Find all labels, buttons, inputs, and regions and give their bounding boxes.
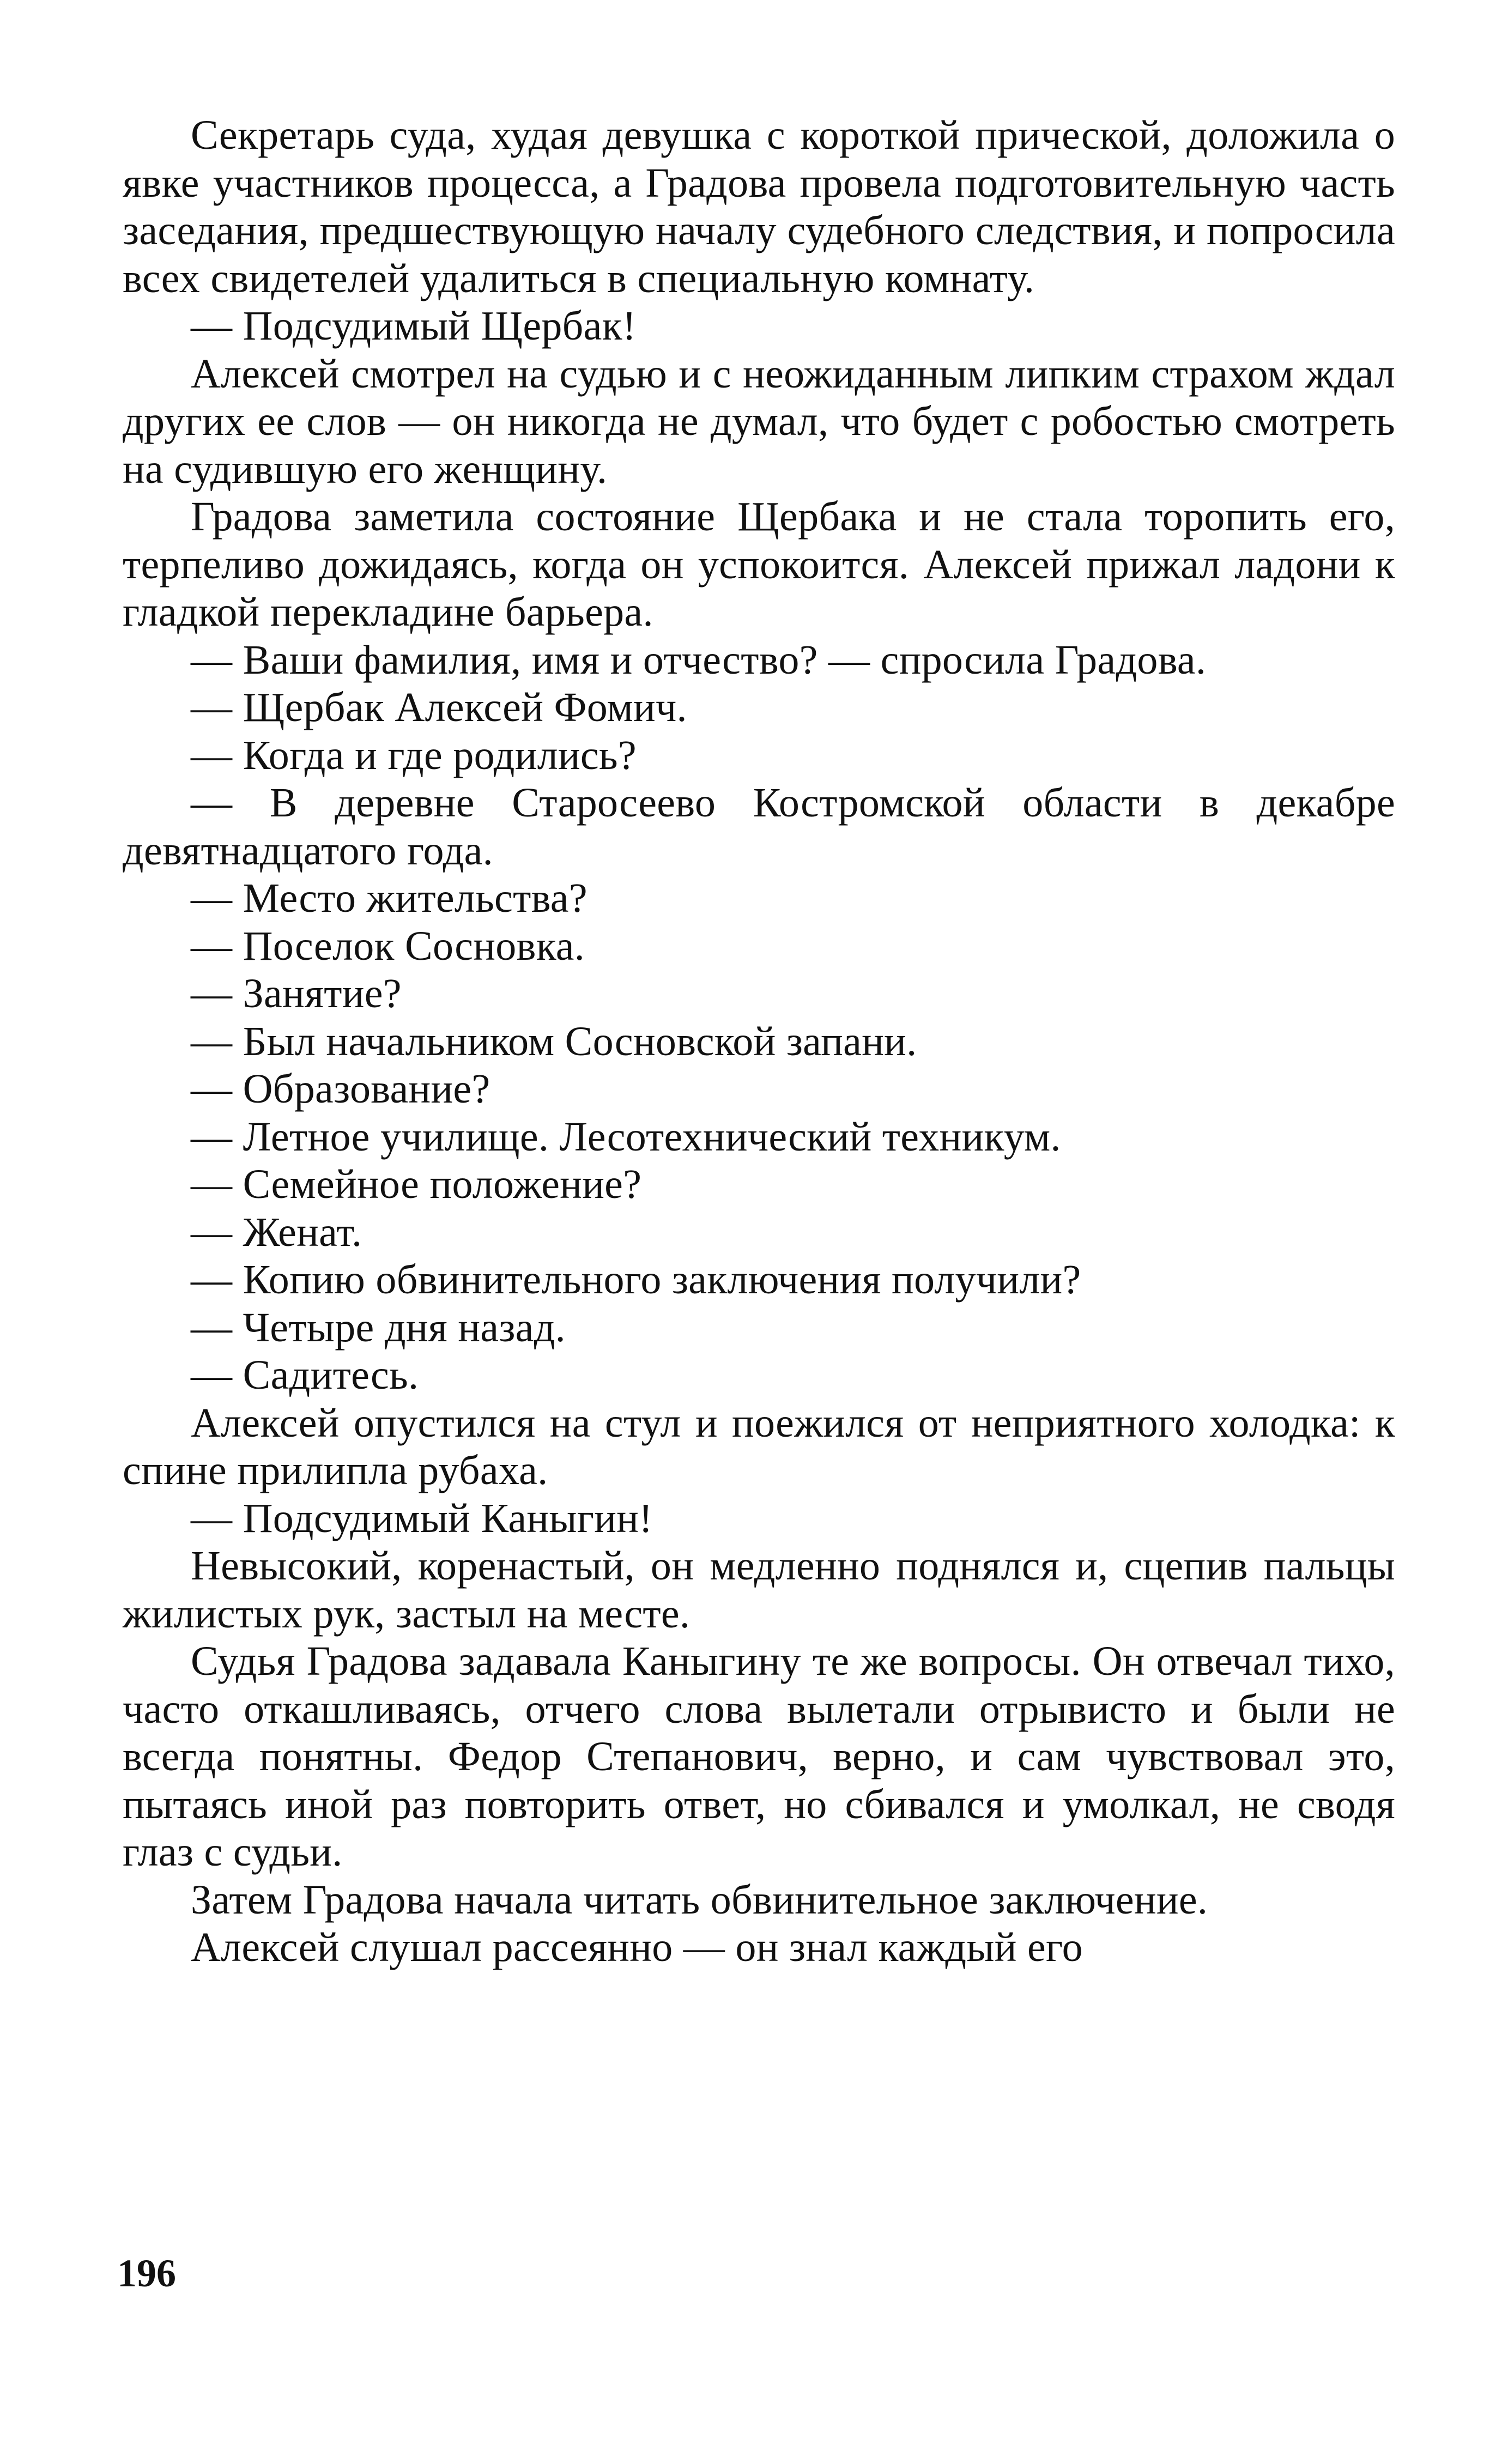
- paragraph: — Щербак Алексей Фомич.: [191, 685, 687, 730]
- paragraph: — Подсудимый Щербак!: [191, 303, 637, 349]
- paragraph: — Ваши фамилия, имя и отчество? — спросила Градова.: [191, 637, 1207, 683]
- paragraph: Секретарь суда, худая девушка с короткой прической, доложила о явке участников процесса, а Градова провела подготовительную часть заседания, предшествующую началу судебного следствия, и попросила всех свидетелей удалиться в специальную комнату.: [123, 112, 1395, 301]
- paragraph: Алексей смотрел на судью и с неожиданным липким страхом ждал других ее слов — он никогда не думал, что будет с робостью смотреть на судившую его женщину.: [123, 350, 1395, 492]
- paragraph: — Когда и где родились?: [191, 732, 637, 778]
- paragraph: — Место жительства?: [191, 875, 588, 921]
- paragraph: — Подсудимый Каныгин!: [191, 1495, 653, 1541]
- paragraph: Невысокий, коренастый, он медленно поднялся и, сцепив пальцы жилистых рук, застыл на месте.: [123, 1543, 1395, 1637]
- page-number: 196: [117, 2251, 176, 2295]
- paragraph: — Четыре дня назад.: [191, 1304, 566, 1351]
- paragraph: Затем Градова начала читать обвинительное заключение.: [191, 1876, 1208, 1923]
- paragraph: — В деревне Старосеево Костромской области в декабре девятнадцатого года.: [123, 780, 1395, 874]
- paragraph: — Семейное положение?: [191, 1161, 642, 1207]
- paragraph: — Поселок Сосновка.: [191, 923, 585, 969]
- paragraph: Алексей слушал рассеянно — он знал каждый его: [191, 1924, 1083, 1970]
- paragraph: Судья Градова задавала Каныгину те же вопросы. Он отвечал тихо, часто откашливаясь, отчего слова вылетали отрывисто и были не всегда понятны. Федор Степанович, верно, и сам чувствовал это, пытаясь иной раз повторить ответ, но сбивался и умолкал, не сводя глаз с судьи.: [123, 1638, 1395, 1875]
- paragraph: — Был начальником Сосновской запани.: [191, 1018, 917, 1064]
- paragraph: Алексей опустился на стул и поежился от неприятного холодка: к спине прилипла рубаха.: [123, 1400, 1395, 1493]
- paragraph: — Женат.: [191, 1209, 362, 1255]
- paragraph: Градова заметила состояние Щербака и не стала торопить его, терпеливо дожидаясь, когда он успокоится. Алексей прижал ладони к гладкой перекладине барьера.: [123, 494, 1395, 635]
- paragraph: — Копию обвинительного заключения получили?: [191, 1257, 1081, 1303]
- paragraph: — Летное училище. Лесотехнический техникум.: [191, 1113, 1061, 1160]
- page-text: [123, 112, 1395, 1972]
- paragraph: — Садитесь.: [191, 1352, 419, 1398]
- paragraph: — Образование?: [191, 1066, 490, 1112]
- paragraph: — Занятие?: [191, 971, 402, 1016]
